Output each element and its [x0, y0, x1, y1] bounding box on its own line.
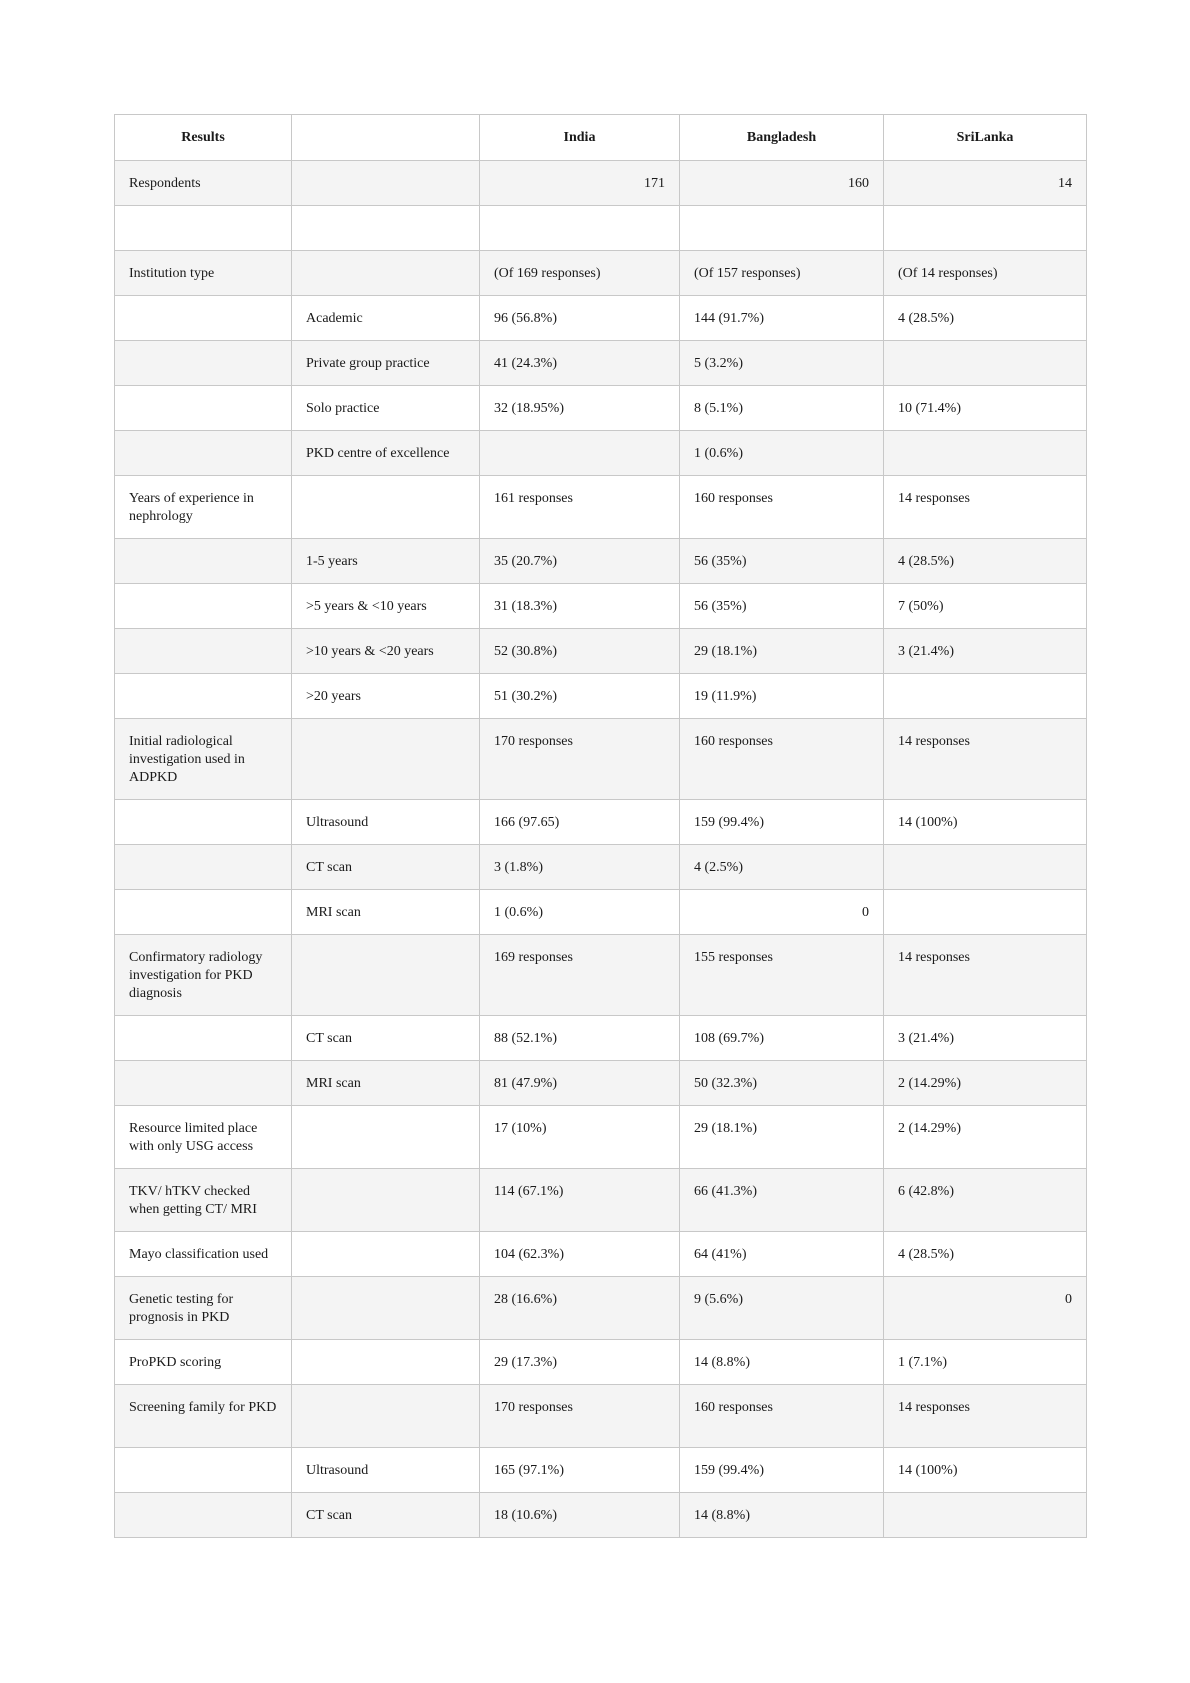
category-cell: [115, 890, 292, 935]
bangladesh-cell: 160 responses: [680, 719, 884, 800]
results-table: [114, 114, 1087, 1538]
bangladesh-cell: 159 (99.4%): [680, 1448, 884, 1493]
india-cell: 18 (10.6%): [480, 1493, 680, 1538]
table-row: [115, 161, 1087, 206]
subcategory-cell: Ultrasound: [292, 1448, 480, 1493]
category-cell: [115, 386, 292, 431]
srilanka-cell: 3 (21.4%): [884, 1016, 1087, 1061]
srilanka-cell: 4 (28.5%): [884, 296, 1087, 341]
bangladesh-cell: 64 (41%): [680, 1232, 884, 1277]
bangladesh-cell: 66 (41.3%): [680, 1169, 884, 1232]
srilanka-cell: [884, 845, 1087, 890]
srilanka-cell: 14 (100%): [884, 800, 1087, 845]
india-cell: 41 (24.3%): [480, 341, 680, 386]
bangladesh-cell: 9 (5.6%): [680, 1277, 884, 1340]
column-header-srilanka: SriLanka: [884, 115, 1087, 161]
srilanka-cell: 14 responses: [884, 476, 1087, 539]
bangladesh-cell: 0: [680, 890, 884, 935]
category-cell: [115, 674, 292, 719]
subcategory-cell: Private group practice: [292, 341, 480, 386]
india-cell: 170 responses: [480, 719, 680, 800]
india-cell: 32 (18.95%): [480, 386, 680, 431]
india-cell: 88 (52.1%): [480, 1016, 680, 1061]
table-row: [115, 1340, 1087, 1385]
category-cell: [115, 1448, 292, 1493]
bangladesh-cell: 56 (35%): [680, 584, 884, 629]
subcategory-cell: [292, 1340, 480, 1385]
table-row: [115, 296, 1087, 341]
bangladesh-cell: 19 (11.9%): [680, 674, 884, 719]
subcategory-cell: >5 years & <10 years: [292, 584, 480, 629]
subcategory-cell: >10 years & <20 years: [292, 629, 480, 674]
category-cell: [115, 584, 292, 629]
category-cell: Mayo classification used: [115, 1232, 292, 1277]
table-row: [115, 1016, 1087, 1061]
subcategory-cell: [292, 251, 480, 296]
india-cell: 35 (20.7%): [480, 539, 680, 584]
srilanka-cell: 7 (50%): [884, 584, 1087, 629]
srilanka-cell: 0: [884, 1277, 1087, 1340]
india-cell: 166 (97.65): [480, 800, 680, 845]
table-header: [115, 115, 1087, 161]
table-row: [115, 431, 1087, 476]
subcategory-cell: [292, 476, 480, 539]
bangladesh-cell: 1 (0.6%): [680, 431, 884, 476]
table-row: [115, 1385, 1087, 1448]
table-row: [115, 1448, 1087, 1493]
srilanka-cell: [884, 890, 1087, 935]
india-cell: 114 (67.1%): [480, 1169, 680, 1232]
bangladesh-cell: 50 (32.3%): [680, 1061, 884, 1106]
table-row: [115, 1277, 1087, 1340]
subcategory-cell: [292, 1385, 480, 1448]
subcategory-cell: CT scan: [292, 845, 480, 890]
table-body: [115, 161, 1087, 1538]
header-row: [115, 115, 1087, 161]
subcategory-cell: Academic: [292, 296, 480, 341]
india-cell: 17 (10%): [480, 1106, 680, 1169]
table-row: [115, 206, 1087, 251]
india-cell: 161 responses: [480, 476, 680, 539]
category-cell: Institution type: [115, 251, 292, 296]
category-cell: ProPKD scoring: [115, 1340, 292, 1385]
bangladesh-cell: 160: [680, 161, 884, 206]
srilanka-cell: 10 (71.4%): [884, 386, 1087, 431]
srilanka-cell: (Of 14 responses): [884, 251, 1087, 296]
subcategory-cell: CT scan: [292, 1016, 480, 1061]
category-cell: [115, 1493, 292, 1538]
category-cell: [115, 341, 292, 386]
table-row: [115, 584, 1087, 629]
srilanka-cell: 14: [884, 161, 1087, 206]
table-row: [115, 674, 1087, 719]
category-cell: [115, 431, 292, 476]
bangladesh-cell: 155 responses: [680, 935, 884, 1016]
bangladesh-cell: 5 (3.2%): [680, 341, 884, 386]
india-cell: 165 (97.1%): [480, 1448, 680, 1493]
india-cell: 81 (47.9%): [480, 1061, 680, 1106]
srilanka-cell: [884, 431, 1087, 476]
table-row: [115, 1493, 1087, 1538]
category-cell: [115, 539, 292, 584]
category-cell: Resource limited place with only USG access: [115, 1106, 292, 1169]
table-row: [115, 890, 1087, 935]
india-cell: 169 responses: [480, 935, 680, 1016]
subcategory-cell: [292, 206, 480, 251]
srilanka-cell: 2 (14.29%): [884, 1061, 1087, 1106]
india-cell: 96 (56.8%): [480, 296, 680, 341]
category-cell: [115, 1016, 292, 1061]
india-cell: (Of 169 responses): [480, 251, 680, 296]
subcategory-cell: MRI scan: [292, 1061, 480, 1106]
subcategory-cell: [292, 935, 480, 1016]
table-row: [115, 1106, 1087, 1169]
subcategory-cell: PKD centre of excellence: [292, 431, 480, 476]
subcategory-cell: CT scan: [292, 1493, 480, 1538]
srilanka-cell: [884, 341, 1087, 386]
table-row: [115, 341, 1087, 386]
category-cell: [115, 206, 292, 251]
subcategory-cell: [292, 1232, 480, 1277]
subcategory-cell: [292, 161, 480, 206]
srilanka-cell: [884, 674, 1087, 719]
table-row: [115, 386, 1087, 431]
bangladesh-cell: 4 (2.5%): [680, 845, 884, 890]
srilanka-cell: 4 (28.5%): [884, 539, 1087, 584]
india-cell: 104 (62.3%): [480, 1232, 680, 1277]
srilanka-cell: 14 (100%): [884, 1448, 1087, 1493]
bangladesh-cell: 160 responses: [680, 476, 884, 539]
subcategory-cell: Ultrasound: [292, 800, 480, 845]
category-cell: Respondents: [115, 161, 292, 206]
india-cell: [480, 431, 680, 476]
bangladesh-cell: 8 (5.1%): [680, 386, 884, 431]
table-row: [115, 539, 1087, 584]
india-cell: 28 (16.6%): [480, 1277, 680, 1340]
srilanka-cell: [884, 206, 1087, 251]
srilanka-cell: 6 (42.8%): [884, 1169, 1087, 1232]
srilanka-cell: 14 responses: [884, 719, 1087, 800]
india-cell: 31 (18.3%): [480, 584, 680, 629]
subcategory-cell: MRI scan: [292, 890, 480, 935]
table-row: [115, 251, 1087, 296]
category-cell: [115, 629, 292, 674]
srilanka-cell: 4 (28.5%): [884, 1232, 1087, 1277]
subcategory-cell: >20 years: [292, 674, 480, 719]
category-cell: [115, 1061, 292, 1106]
subcategory-cell: [292, 719, 480, 800]
subcategory-cell: [292, 1106, 480, 1169]
subcategory-cell: 1-5 years: [292, 539, 480, 584]
india-cell: 1 (0.6%): [480, 890, 680, 935]
india-cell: 3 (1.8%): [480, 845, 680, 890]
category-cell: Confirmatory radiology investigation for PKD diagnosis: [115, 935, 292, 1016]
srilanka-cell: 14 responses: [884, 935, 1087, 1016]
india-cell: [480, 206, 680, 251]
category-cell: [115, 296, 292, 341]
category-cell: Initial radiological investigation used in ADPKD: [115, 719, 292, 800]
bangladesh-cell: 29 (18.1%): [680, 1106, 884, 1169]
table-row: [115, 476, 1087, 539]
india-cell: 51 (30.2%): [480, 674, 680, 719]
category-cell: TKV/ hTKV checked when getting CT/ MRI: [115, 1169, 292, 1232]
table-row: [115, 1232, 1087, 1277]
srilanka-cell: 2 (14.29%): [884, 1106, 1087, 1169]
column-header-results: Results: [115, 115, 292, 161]
table-row: [115, 1061, 1087, 1106]
bangladesh-cell: 159 (99.4%): [680, 800, 884, 845]
category-cell: [115, 845, 292, 890]
bangladesh-cell: 29 (18.1%): [680, 629, 884, 674]
srilanka-cell: 14 responses: [884, 1385, 1087, 1448]
column-header-subcategory: [292, 115, 480, 161]
column-header-bangladesh: Bangladesh: [680, 115, 884, 161]
india-cell: 170 responses: [480, 1385, 680, 1448]
subcategory-cell: [292, 1277, 480, 1340]
bangladesh-cell: 144 (91.7%): [680, 296, 884, 341]
bangladesh-cell: 108 (69.7%): [680, 1016, 884, 1061]
srilanka-cell: 3 (21.4%): [884, 629, 1087, 674]
bangladesh-cell: 14 (8.8%): [680, 1340, 884, 1385]
table-row: [115, 800, 1087, 845]
bangladesh-cell: [680, 206, 884, 251]
india-cell: 171: [480, 161, 680, 206]
table-row: [115, 935, 1087, 1016]
india-cell: 29 (17.3%): [480, 1340, 680, 1385]
table-row: [115, 629, 1087, 674]
column-header-india: India: [480, 115, 680, 161]
category-cell: Genetic testing for prognosis in PKD: [115, 1277, 292, 1340]
srilanka-cell: [884, 1493, 1087, 1538]
srilanka-cell: 1 (7.1%): [884, 1340, 1087, 1385]
category-cell: Years of experience in nephrology: [115, 476, 292, 539]
bangladesh-cell: (Of 157 responses): [680, 251, 884, 296]
subcategory-cell: [292, 1169, 480, 1232]
subcategory-cell: Solo practice: [292, 386, 480, 431]
bangladesh-cell: 160 responses: [680, 1385, 884, 1448]
bangladesh-cell: 14 (8.8%): [680, 1493, 884, 1538]
table-row: [115, 845, 1087, 890]
table-row: [115, 1169, 1087, 1232]
bangladesh-cell: 56 (35%): [680, 539, 884, 584]
category-cell: Screening family for PKD: [115, 1385, 292, 1448]
table-row: [115, 719, 1087, 800]
category-cell: [115, 800, 292, 845]
india-cell: 52 (30.8%): [480, 629, 680, 674]
